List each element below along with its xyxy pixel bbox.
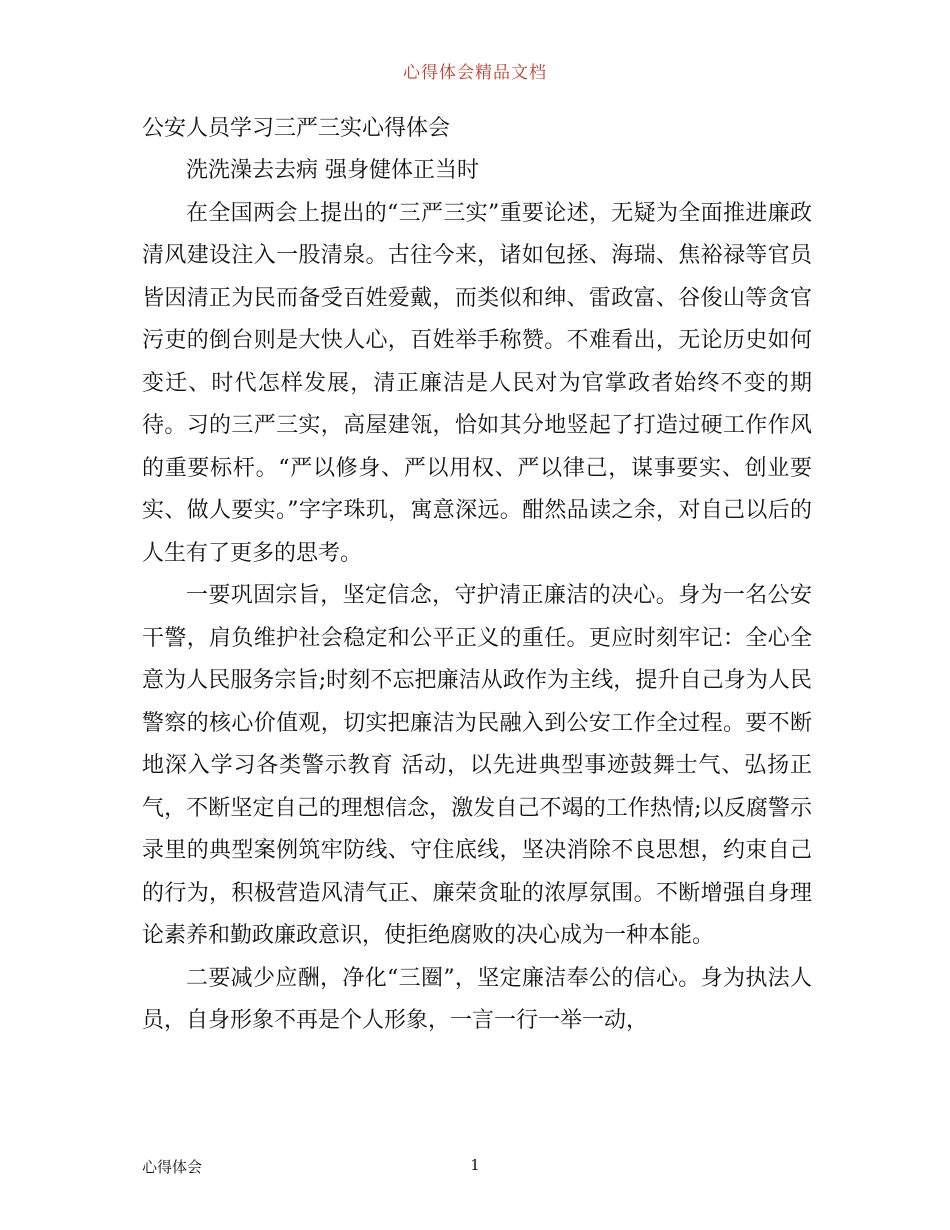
- footer-label: 心得体会: [142, 1158, 203, 1176]
- document-body: [142, 150, 812, 1043]
- document-title: 公安人员学习三严三实心得体会: [142, 116, 451, 141]
- paragraph-point-one: 一要巩固宗旨，坚定信念，守护清正廉洁的决心。身为一名公安干警，肩负维护社会稳定和公平正义的重任。更应时刻牢记：全心全意为人民服务宗旨;时刻不忘把廉洁从政作为主线，提升自己身为人民警察的核心价值观，切实把廉洁为民融入到公安工作全过程。要不断地深入学习各类警示教育 活动，以先进典型事迹鼓舞士气、弘扬正气，不断坚定自己的理想信念，激发自己不竭的工作热情;以反腐警示录里的典型案例筑牢防线、守住底线，坚决消除不良思想，约束自己的行为，积极营造风清气正、廉荣贪耻的浓厚氛围。不断增强自身理论素养和勤政廉政意识，使拒绝腐败的决心成为一种本能。: [142, 583, 812, 948]
- paragraph-intro: 在全国两会上提出的“三严三实”重要论述，无疑为全面推进廉政清风建设注入一股清泉。古往今来，诸如包拯、海瑞、焦裕禄等官员皆因清正为民而备受百姓爱戴，而类似和绅、雷政富、谷俊山等贪官污吏的倒台则是大快人心，百姓举手称赞。不难看出，无论历史如何变迁、时代怎样发展，清正廉洁是人民对为官掌政者始终不变的期待。习的三严三实，高屋建瓴，恰如其分地竖起了打造过硬工作作风的重要标杆。“严以修身、严以用权、严以律己，谋事要实、创业要实、做人要实。”字字珠玑，寓意深远。酣然品读之余，对自己以后的人生有了更多的思考。: [142, 200, 812, 566]
- paragraph-point-two: 二要减少应酬，净化“三圈”，坚定廉洁奉公的信心。身为执法人员，自身形象不再是个人形象，一言一行一举一动，: [142, 965, 812, 1033]
- page-number: 1: [470, 1156, 480, 1174]
- document-subtitle: 洗洗澡去去病 强身健体正当时: [186, 158, 479, 183]
- page-header-title: 心得体会精品文档: [403, 63, 547, 83]
